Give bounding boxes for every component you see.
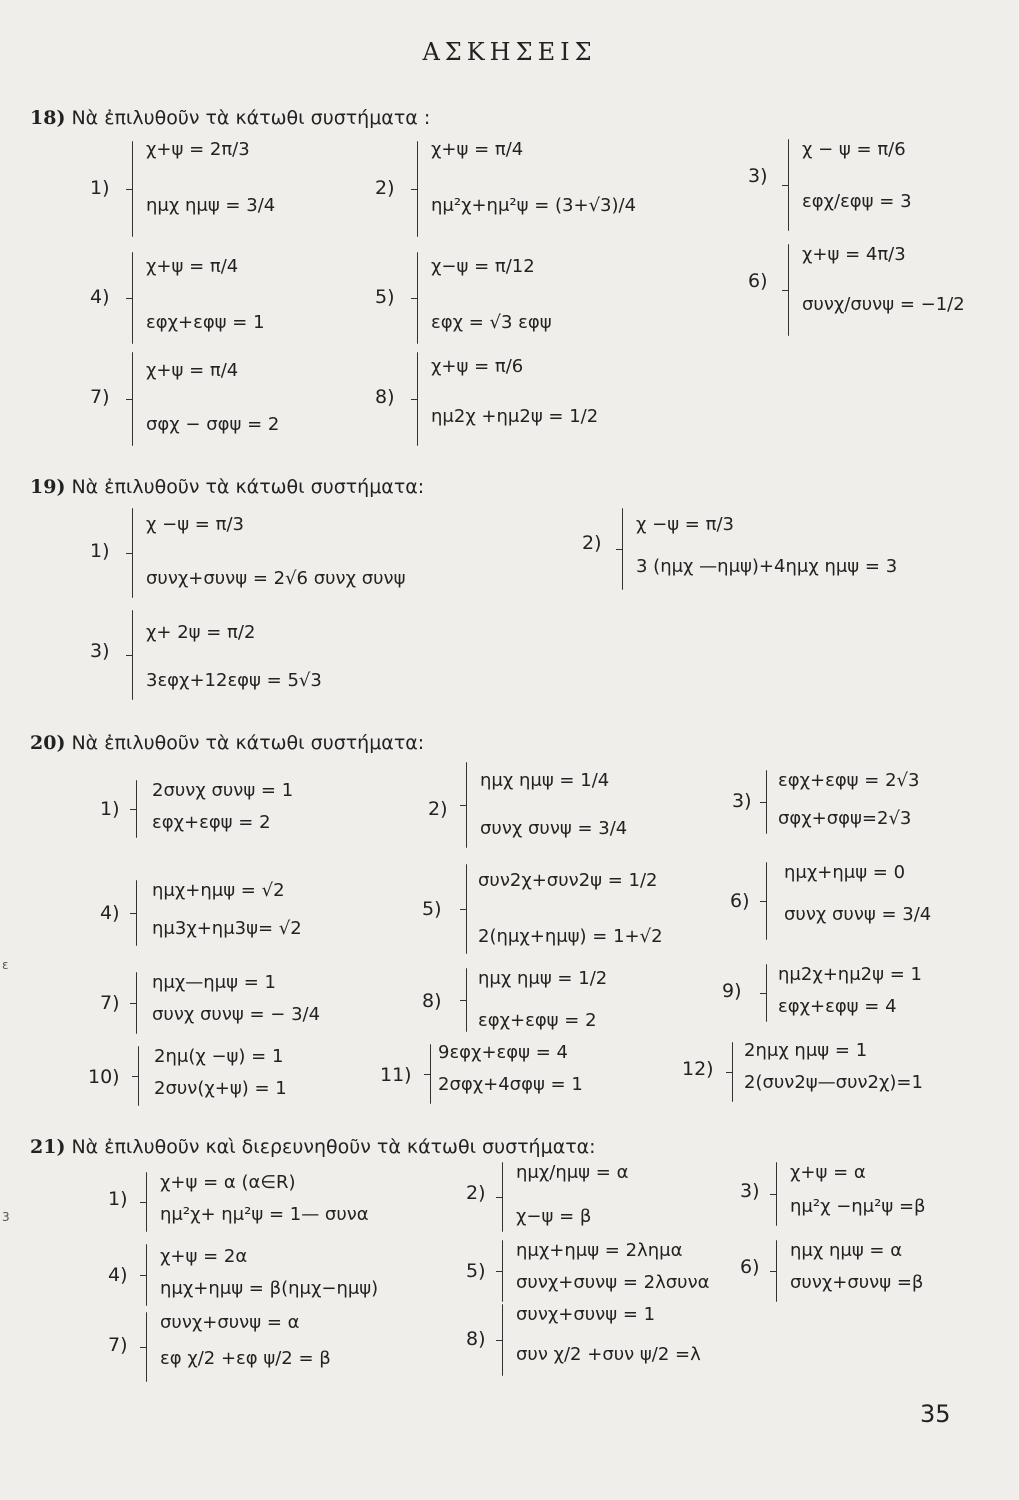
system-label: 2) (582, 532, 602, 554)
system-label: 7) (108, 1334, 128, 1356)
system-label: 3) (740, 1180, 760, 1202)
equation-1: χ − ψ = π/6 (802, 139, 906, 160)
system-label: 8) (466, 1328, 486, 1350)
equation-2: 2συν(χ+ψ) = 1 (154, 1078, 287, 1099)
equation-1: ημχ ημψ = 1/4 (480, 770, 610, 791)
system-brace (136, 880, 137, 946)
equation-1: χ+ψ = π/4 (146, 360, 239, 381)
equation-1: χ+ψ = 4π/3 (802, 244, 906, 265)
system-brace (766, 964, 767, 1022)
system-label: 5) (375, 286, 395, 308)
equation-2: εφχ+εφψ = 2 (152, 812, 271, 833)
system-label: 6) (740, 1256, 760, 1278)
equation-2: εφχ+εφψ = 2 (478, 1010, 597, 1031)
equation-2: εφ χ/2 +εφ ψ/2 = β (160, 1348, 331, 1369)
system-brace (132, 508, 133, 598)
equation-1: ημχ ημψ = α (790, 1240, 903, 1261)
equation-1: ημχ—ημψ = 1 (152, 972, 276, 993)
equation-1: συνχ+συνψ = 1 (516, 1304, 656, 1325)
system-brace (132, 610, 133, 700)
equation-1: 2ημ(χ −ψ) = 1 (154, 1046, 284, 1067)
system-brace (466, 864, 467, 954)
system-brace (502, 1304, 503, 1376)
equation-1: ημχ ημψ = 1/2 (478, 968, 608, 989)
system-brace (776, 1240, 777, 1302)
system-brace (146, 1172, 147, 1232)
system-brace (788, 244, 789, 336)
system-brace (146, 1312, 147, 1382)
equation-2: συνχ συνψ = 3/4 (784, 904, 932, 925)
equation-2: 2σφχ+4σφψ = 1 (438, 1074, 583, 1095)
equation-2: εφχ+εφψ = 1 (146, 312, 265, 333)
equation-1: ημ2χ+ημ2ψ = 1 (778, 964, 922, 985)
system-brace (136, 972, 137, 1034)
system-brace (732, 1042, 733, 1102)
equation-2: ημχ+ημψ = β(ημχ−ημψ) (160, 1278, 379, 1299)
page-title: ΑΣΚΗΣΕΙΣ (422, 38, 597, 66)
system-brace (466, 968, 467, 1032)
equation-1: χ+ψ = π/4 (146, 256, 239, 277)
equation-2: 3εφχ+12εφψ = 5√3 (146, 670, 322, 691)
equation-1: χ+ψ = 2α (160, 1246, 248, 1267)
equation-1: χ+ψ = 2π/3 (146, 139, 250, 160)
equation-2: χ−ψ = β (516, 1206, 592, 1227)
exercise-number: 18) (30, 107, 66, 129)
equation-2: ημ²χ+ημ²ψ = (3+√3)/4 (431, 195, 637, 216)
equation-1: χ−ψ = π/12 (431, 256, 535, 277)
equation-2: συν χ/2 +συν ψ/2 =λ (516, 1344, 701, 1365)
equation-1: χ+ψ = π/4 (431, 139, 524, 160)
margin-mark: 3 (2, 1210, 10, 1224)
system-label: 1) (90, 540, 110, 562)
system-label: 2) (428, 798, 448, 820)
equation-1: χ+ψ = α (α∈R) (160, 1172, 296, 1193)
exercise-number: 20) (30, 732, 66, 754)
system-label: 7) (100, 992, 120, 1014)
equation-1: ημχ+ημψ = √2 (152, 880, 285, 901)
system-label: 6) (748, 270, 768, 292)
equation-2: 2(συν2ψ—συν2χ)=1 (744, 1072, 923, 1093)
system-label: 7) (90, 386, 110, 408)
system-brace (138, 1046, 139, 1106)
system-label: 6) (730, 890, 750, 912)
exercise-instruction: Νὰ ἐπιλυθοῦν καὶ διερευνηθοῦν τὰ κάτωθι συστήματα: (71, 1136, 596, 1158)
equation-2: σφχ+σφψ=2√3 (778, 808, 912, 829)
exercise-20-heading (30, 732, 424, 754)
equation-2: συνχ/συνψ = −1/2 (802, 294, 965, 315)
equation-2: ημ²χ −ημ²ψ =β (790, 1196, 926, 1217)
system-brace (776, 1162, 777, 1226)
system-brace (502, 1240, 503, 1302)
equation-1: ημχ+ημψ = 2λημα (516, 1240, 683, 1261)
system-label: 3) (748, 165, 768, 187)
equation-2: εφχ/εφψ = 3 (802, 191, 912, 212)
system-brace (502, 1162, 503, 1232)
system-brace (146, 1244, 147, 1306)
system-label: 12) (682, 1058, 714, 1080)
system-label: 4) (108, 1264, 128, 1286)
system-brace (417, 141, 418, 237)
equation-2: ημ²χ+ ημ²ψ = 1— συνα (160, 1204, 369, 1225)
system-brace (766, 862, 767, 940)
system-label: 3) (90, 640, 110, 662)
equation-1: 2ημχ ημψ = 1 (744, 1040, 868, 1061)
system-label: 1) (90, 177, 110, 199)
exercise-instruction: Νὰ ἐπιλυθοῦν τὰ κάτωθι συστήματα: (71, 732, 425, 754)
page-number: 35 (920, 1400, 951, 1428)
equation-2: ημ2χ +ημ2ψ = 1/2 (431, 406, 599, 427)
system-brace (430, 1044, 431, 1104)
system-label: 8) (375, 386, 395, 408)
margin-mark: ε (2, 958, 9, 972)
equation-1: χ −ψ = π/3 (146, 514, 244, 535)
system-label: 4) (100, 902, 120, 924)
system-label: 5) (422, 898, 442, 920)
equation-2: συνχ+συνψ = 2√6 συνχ συνψ (146, 568, 406, 589)
equation-1: χ+ψ = α (790, 1162, 866, 1183)
exercise-instruction: Νὰ ἐπιλυθοῦν τὰ κάτωθι συστήματα: (71, 476, 425, 498)
equation-1: συν2χ+συν2ψ = 1/2 (478, 870, 658, 891)
equation-2: ημχ ημψ = 3/4 (146, 195, 276, 216)
exercise-instruction: Νὰ ἐπιλυθοῦν τὰ κάτωθι συστήματα : (71, 107, 431, 129)
system-brace (132, 141, 133, 237)
equation-1: 2συνχ συνψ = 1 (152, 780, 294, 801)
equation-1: ημχ+ημψ = 0 (784, 862, 906, 883)
equation-2: συνχ+συνψ = 2λσυνα (516, 1272, 710, 1293)
equation-1: συνχ+συνψ = α (160, 1312, 300, 1333)
system-brace (766, 770, 767, 834)
system-label: 3) (732, 790, 752, 812)
system-brace (132, 352, 133, 446)
system-label: 1) (100, 798, 120, 820)
system-brace (788, 139, 789, 231)
equation-1: χ −ψ = π/3 (636, 514, 734, 535)
system-label: 11) (380, 1064, 412, 1086)
equation-1: εφχ+εφψ = 2√3 (778, 770, 920, 791)
equation-2: συνχ συνψ = − 3/4 (152, 1004, 321, 1025)
system-brace (136, 780, 137, 838)
equation-2: εφχ+εφψ = 4 (778, 996, 897, 1017)
equation-2: εφχ = √3 εφψ (431, 312, 552, 333)
equation-2: ημ3χ+ημ3ψ= √2 (152, 918, 302, 939)
equation-1: χ+ψ = π/6 (431, 356, 524, 377)
equation-2: σφχ − σφψ = 2 (146, 414, 280, 435)
system-label: 1) (108, 1188, 128, 1210)
equation-1: ημχ/ημψ = α (516, 1162, 629, 1183)
system-label: 2) (466, 1182, 486, 1204)
system-label: 5) (466, 1260, 486, 1282)
exercise-number: 19) (30, 476, 66, 498)
system-brace (466, 762, 467, 848)
equation-2: συνχ συνψ = 3/4 (480, 818, 628, 839)
system-brace (622, 508, 623, 590)
exercise-21-heading (30, 1136, 596, 1158)
system-label: 2) (375, 177, 395, 199)
system-label: 9) (722, 980, 742, 1002)
system-brace (417, 252, 418, 344)
equation-2: 2(ημχ+ημψ) = 1+√2 (478, 926, 663, 947)
exercise-19-heading (30, 476, 424, 498)
system-brace (417, 352, 418, 446)
equation-1: χ+ 2ψ = π/2 (146, 622, 256, 643)
system-label: 10) (88, 1066, 120, 1088)
system-label: 8) (422, 990, 442, 1012)
equation-2: 3 (ημχ —ημψ)+4ημχ ημψ = 3 (636, 556, 898, 577)
exercise-number: 21) (30, 1136, 66, 1158)
exercise-18-heading (30, 107, 430, 129)
equation-2: συνχ+συνψ =β (790, 1272, 924, 1293)
system-brace (132, 252, 133, 344)
equation-1: 9εφχ+εφψ = 4 (438, 1042, 568, 1063)
system-label: 4) (90, 286, 110, 308)
